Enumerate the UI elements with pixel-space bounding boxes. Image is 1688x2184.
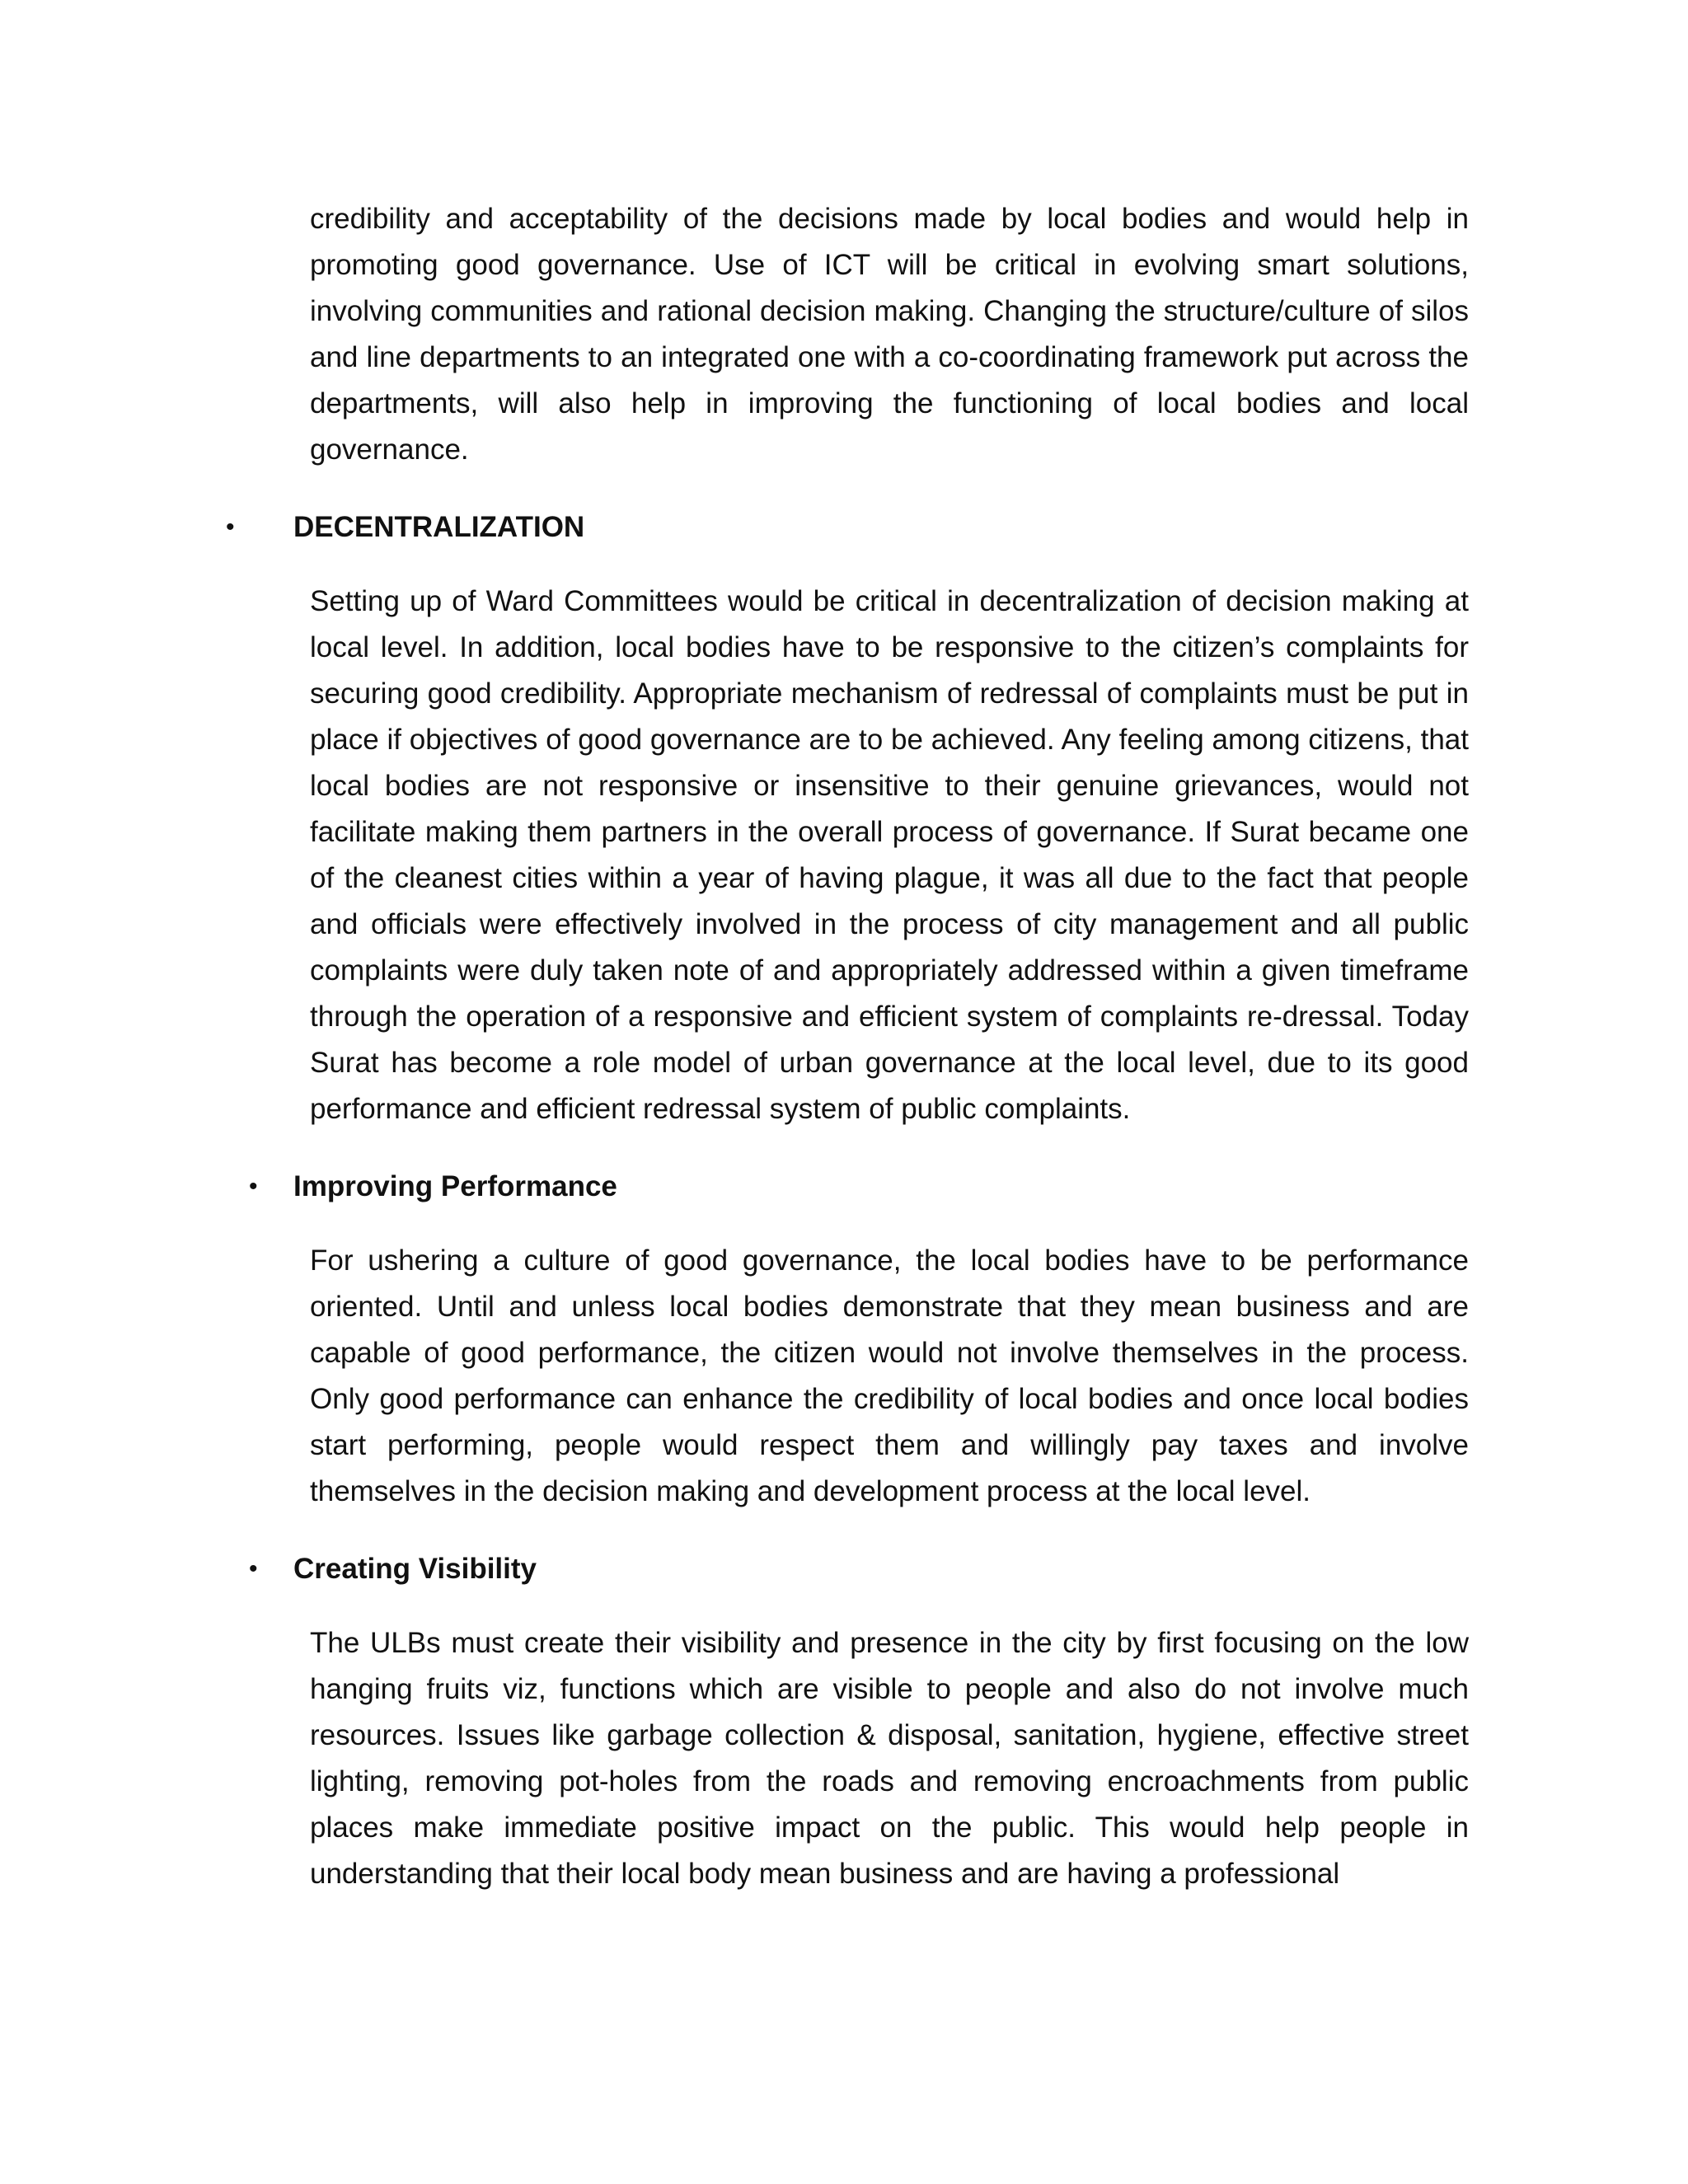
section-paragraph: For ushering a culture of good governance, the local bodies have to be performance oriented. Until and unless local bodies demonstrate that they mean business and are capable of good performance, the citizen would not involve themselves in the process. Only good performance can enhance the credibility of local bodies and once local bodies start performing, people would respect them and willingly pay taxes and involve themselves in the decision making and development process at the local level. [310, 1244, 1469, 1507]
section-heading: Improving Performance [293, 1170, 617, 1202]
section-heading-row [226, 504, 1469, 551]
section-heading: DECENTRALIZATION [293, 511, 585, 543]
section-heading: Creating Visibility [293, 1553, 537, 1585]
intro-paragraph: credibility and acceptability of the decisions made by local bodies and would help in promoting good governance. Use of ICT will be critical in evolving smart solutions, involving communities and rational decision making. Changing the structure/culture of silos and line departments to an integrated one with a co-coordinating framework put across the departments, will also help in improving the functioning of local bodies and local governance. [310, 203, 1469, 466]
section-creating-visibility [249, 1546, 1469, 1897]
bullet-icon: • [249, 1555, 258, 1582]
section-decentralization [226, 504, 1469, 1132]
section-improving-performance [249, 1164, 1469, 1515]
section-heading-row [249, 1164, 1469, 1210]
section-heading-row [249, 1546, 1469, 1592]
section-paragraph: The ULBs must create their visibility and presence in the city by first focusing on the low hanging fruits viz, functions which are visible to people and also do not involve much resources. Issues like garbage collection & disposal, sanitation, hygiene, effective street lighting, removing pot-holes from the roads and removing encroachments from public places make immediate positive impact on the public. This would help people in understanding that their local body mean business and are having a professional [310, 1627, 1469, 1890]
bullet-icon: • [226, 513, 235, 541]
bullet-icon: • [249, 1173, 258, 1200]
section-paragraph: Setting up of Ward Committees would be critical in decentralization of decision making at local level. In addition, local bodies have to be responsive to the citizen’s complaints for securing good credibility. Appropriate mechanism of redressal of complaints must be put in place if objectives of good governance are to be achieved. Any feeling among citizens, that local bodies are not responsive or insensitive to their genuine grievances, would not facilitate making them partners in the overall process of governance. If Surat became one of the cleanest cities within a year of having plague, it was all due to the fact that people and officials were effectively involved in the process of city management and all public complaints were duly taken note of and appropriately addressed within a given timeframe through the operation of a responsive and efficient system of complaints re-dressal. Today Surat has become a role model of urban governance at the local level, due to its good performance and efficient redressal system of public complaints. [310, 585, 1469, 1125]
page-content [226, 196, 1469, 1897]
